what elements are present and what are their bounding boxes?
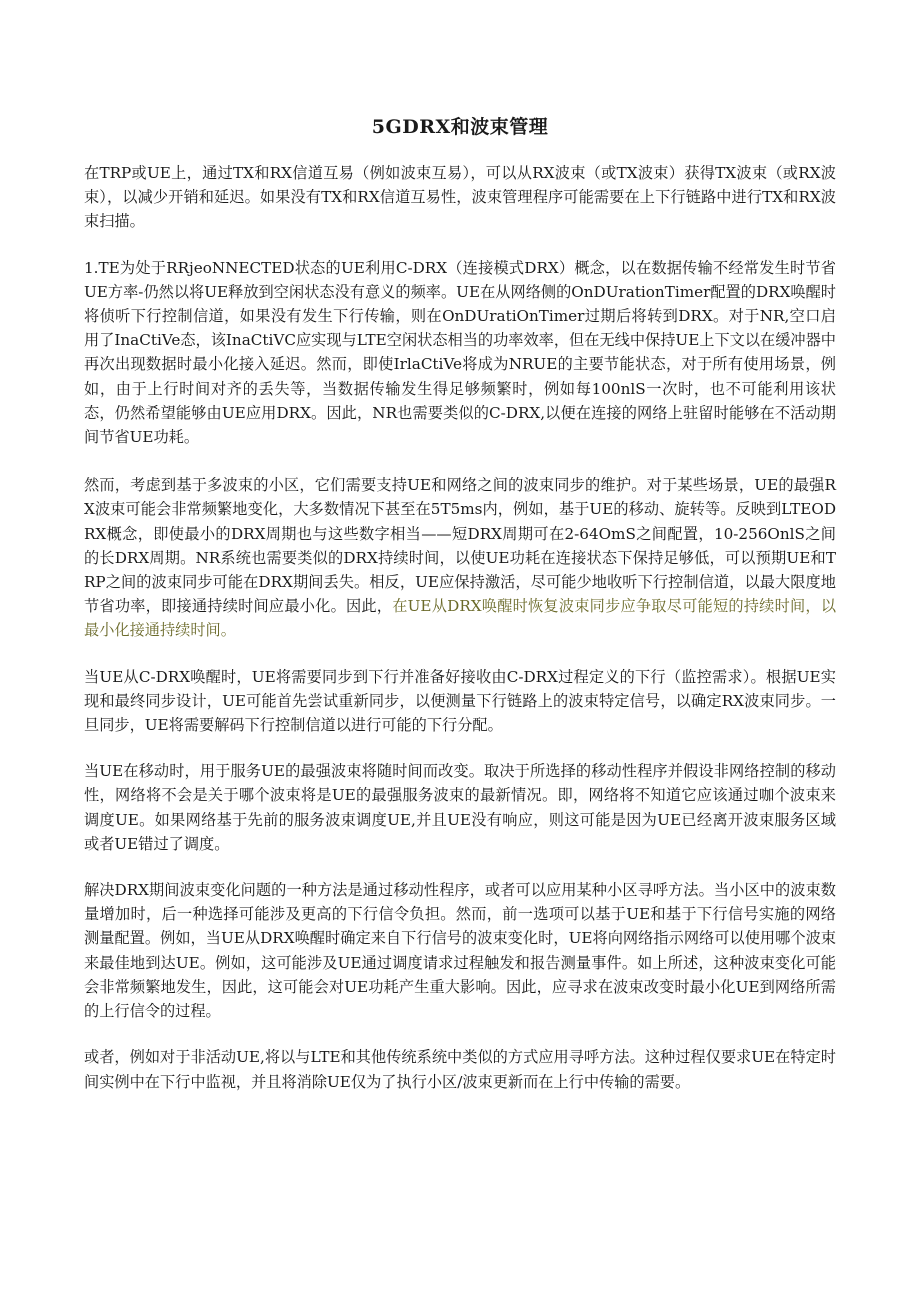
paragraph-wakeup-sync: 当UE从C-DRX唤醒时，UE将需要同步到下行并准备好接收由C-DRX过程定义的下行（监控需求）。根据UE实现和最终同步设计，UE可能首先尝试重新同步，以便测量下行链路上的波束特定信号，以确定RX波束同步。一旦同步，UE将需要解码下行控制信道以进行可能的下行分配。: [84, 667, 836, 735]
highlighted-conclusion: 在UE从DRX唤醒时恢复波束同步应争取尽可能短的持续时间，以最小化接通持续时间。: [84, 597, 837, 640]
paragraph-beam-change-solution: 解决DRX期间波束变化问题的一种方法是通过移动性程序，或者可以应用某种小区寻呼方法。当小区中的波束数量增加时，后一种选择可能涉及更高的下行信令负担。然而，前一选项可以基于UE和基于下行信号实施的网络测量配置。例如，当UE从DRX唤醒时确定来自下行信号的波束变化时，UE将向网络指示网络可以使用哪个波束来最佳地到达UE。例如，这可能涉及UE通过调度请求过程触发和报告测量事件。如上所述，这种波束变化可能会非常频繁地发生，因此，这可能会对UE功耗产生重大影响。因此，应寻求在波束改变时最小化UE到网络所需的上行信令的过程。: [84, 881, 836, 1021]
document-title: 5GDRX和波束管理: [371, 116, 549, 138]
paragraph-multibeam-sync: [84, 473, 836, 642]
paragraph-cdrx-concept: 1.TE为处于RRjeoNNECTED状态的UE利用C-DRX（连接模式DRX）概念，以在数据传输不经常发生时节省UE方率-仍然以将UE释放到空闲状态没有意义的频率。UE在从网络侧的OnDUrationTimer配置的DRX唤醒时将侦听下行控制信道，如果没有发生下行传输，则在OnDUratiOnTimer过期后将转到DRX。对于NR,空口启用了InaCtiVe态，该InaCtiVC应实现与LTE空闲状态相当的功率效率，但在无线中保持UE上下文以在缓冲器中再次出现数据时最小化接入延迟。然而，即使IrlaCtiVe将成为NRUE的主要节能状态，对于所有使用场景，例如，由于上行时间对齐的丢失等，当数据传输发生得足够频繁时，例如每100nlS一次时，也不可能利用该状态，仍然希望能够由UE应用DRX。因此，NR也需要类似的C-DRX,以便在连接的网络上驻留时能够在不活动期间节省UE功耗。: [84, 258, 836, 447]
paragraph-paging-alternative: 或者，例如对于非活动UE,将以与LTE和其他传统系统中类似的方式应用寻呼方法。这种过程仅要求UE在特定时间实例中在下行中监视，并且将消除UE仅为了执行小区/波束更新而在上行中传输的需要。: [84, 1048, 836, 1091]
paragraph-mobility: 当UE在移动时，用于服务UE的最强波束将随时间而改变。取决于所选择的移动性程序并假设非网络控制的移动性，网络将不会是关于哪个波束将是UE的最强服务波束的最新情况。即，网络将不知道它应该通过咖个波束来调度UE。如果网络基于先前的服务波束调度UE,并且UE没有响应，则这可能是因为UE已经离开波束服务区域或者UE错过了调度。: [84, 762, 836, 853]
paragraph-intro: 在TRP或UE上，通过TX和RX信道互易（例如波束互易），可以从RX波束（或TX波束）获得TX波束（或RX波束），以减少开销和延迟。如果没有TX和RX信道互易性，波束管理程序可能需要在上下行链路中进行TX和RX波束扫描。: [84, 164, 836, 231]
paragraph-multibeam-text: 然而，考虑到基于多波束的小区，它们需要支持UE和网络之间的波束同步的维护。对于某些场景，UE的最强RX波束可能会非常频繁地变化，大多数情况下甚至在5T5ms内，例如，基于UE的移动、旋转等。反映到LTEODRX概念，即使最小的DRX周期也与这些数字相当——短DRX周期可在2-64OmS之间配置，10-256OnlS之间的长DRX周期。NR系统也需要类似的DRX持续时间，以使UE功耗在连接状态下保持足够低，可以预期UE和TRP之间的波束同步可能在DRX期间丢失。相反，UE应保持激活，尽可能少地收听下行控制信道，以最大限度地节省功率，即接通持续时间应最小化。因此，: [84, 476, 836, 616]
document-page: [84, 0, 836, 1094]
